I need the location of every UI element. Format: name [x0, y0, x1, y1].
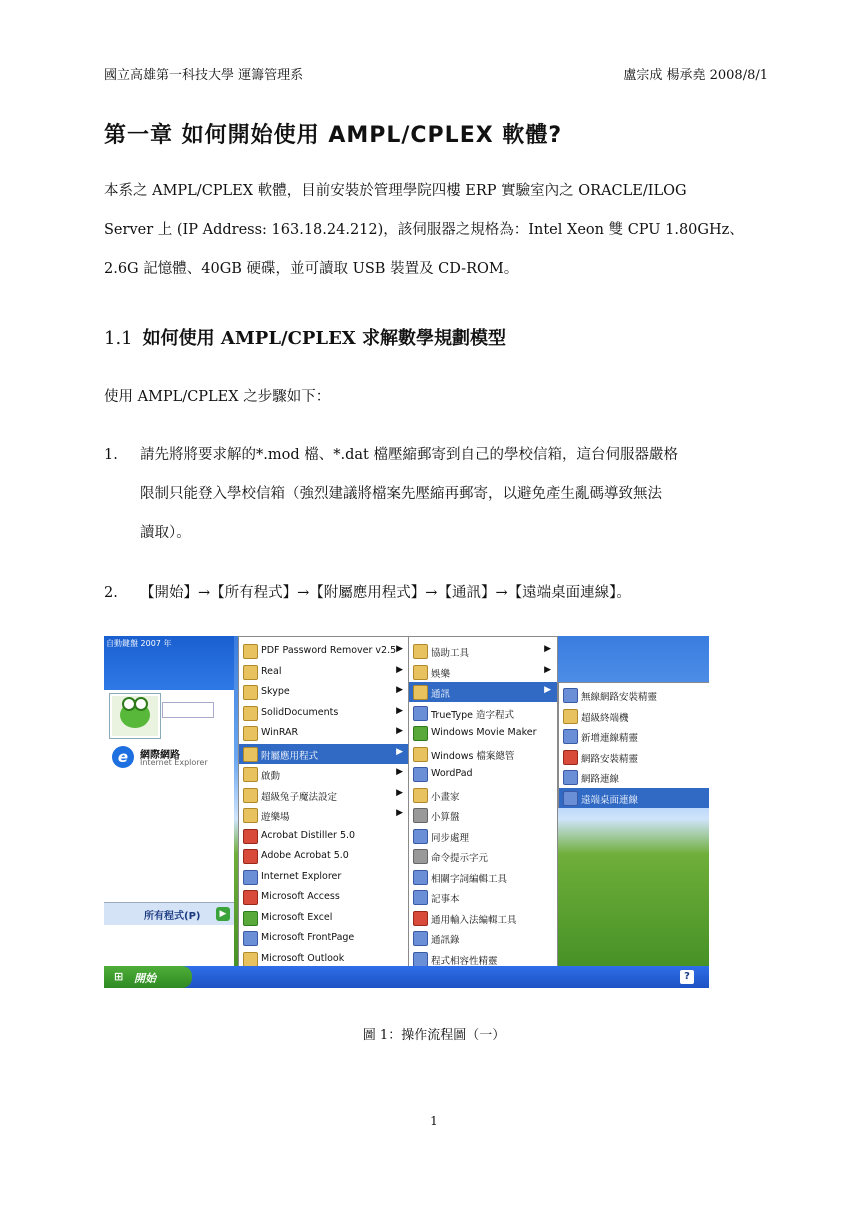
submenu-arrow-icon: ▶ [544, 644, 551, 654]
folder-icon [243, 767, 258, 782]
menu-item-label: 遠端桌面連線 [581, 794, 639, 806]
menu-item[interactable] [409, 846, 557, 866]
menu-item[interactable] [239, 826, 409, 846]
step-2 [104, 574, 768, 613]
menu-item[interactable] [409, 908, 557, 928]
step-line: 限制只能登入學校信箱（強烈建議將檔案先壓縮再郵寄，以避免產生亂碼導致無法 [140, 486, 662, 502]
submenu-arrow-icon: ▶ [396, 644, 403, 654]
folder-icon [243, 952, 258, 967]
menu-item[interactable] [239, 723, 409, 743]
menu-item-label: 新增連線精靈 [581, 733, 639, 744]
menu-item-label: 娛樂 [431, 668, 451, 680]
menu-item-label: WinRAR [261, 727, 299, 738]
step-line: 請先將將要求解的*.mod 檔、*.dat 檔壓縮郵寄到自己的學校信箱，這台伺服器嚴格 [140, 447, 678, 463]
folder-icon [243, 726, 258, 741]
menu-item-label: PDF Password Remover v2.5 [261, 645, 397, 656]
menu-item[interactable] [239, 703, 409, 723]
folder-icon [243, 644, 258, 659]
step-line: 【開始】→【所有程式】→【附屬應用程式】→【通訊】→【遠端桌面連線】。 [140, 585, 631, 601]
submenu-arrow-icon: ▶ [396, 787, 403, 798]
folder-icon [243, 665, 258, 680]
submenu-arrow-icon: ▶ [396, 808, 403, 818]
menu-item-label: 啟動 [261, 771, 281, 782]
menu-item[interactable] [409, 785, 557, 805]
pinned-internet-explorer[interactable] [112, 744, 230, 772]
menu-item[interactable] [409, 641, 557, 661]
menu-item[interactable] [239, 908, 409, 928]
internet-explorer-icon: e [112, 746, 134, 768]
frog-icon [120, 702, 150, 728]
folder-icon [243, 808, 258, 823]
figure-caption: 圖 1：操作流程圖（一） [362, 1028, 506, 1043]
menu-item[interactable] [239, 928, 409, 948]
menu-item-label: 無線網路安裝精靈 [581, 692, 658, 703]
menu-item-label: 遊樂場 [261, 812, 290, 823]
folder-icon [243, 747, 258, 762]
menu-item-label: 同步處理 [431, 832, 470, 844]
accessories-menu [408, 636, 558, 988]
step-line: 讀取）。 [140, 525, 191, 541]
folder-icon [413, 685, 428, 700]
menu-item-label: 通訊錄 [431, 935, 460, 946]
submenu-arrow-icon: ▶ [396, 664, 403, 675]
menu-item-label: TrueType 造字程式 [431, 709, 515, 721]
start-panel [104, 636, 234, 988]
page-number: 1 [430, 1114, 438, 1128]
folder-icon [413, 788, 428, 803]
menu-item[interactable] [239, 805, 409, 825]
menu-item[interactable] [409, 826, 557, 846]
menu-item[interactable] [559, 747, 709, 767]
intro-line: 2.6G 記憶體、40GB 硬碟，並可讀取 USB 裝置及 CD-ROM。 [104, 261, 519, 277]
section-number: 1.1 [104, 328, 133, 349]
program-icon [413, 829, 428, 844]
help-icon[interactable]: ? [680, 970, 694, 984]
menu-item[interactable] [239, 662, 409, 682]
program-icon [413, 931, 428, 946]
menu-item[interactable] [409, 682, 557, 702]
submenu-arrow-icon: ▶ [396, 746, 403, 757]
menu-item[interactable] [409, 723, 557, 743]
menu-item-label: Windows Movie Maker [431, 727, 537, 738]
program-icon [413, 706, 428, 721]
step-1 [104, 436, 768, 553]
menu-item[interactable] [239, 846, 409, 866]
menu-item[interactable] [559, 767, 709, 787]
menu-item[interactable] [239, 785, 409, 805]
menu-item[interactable] [559, 726, 709, 746]
menu-item-label: Windows 檔案總管 [431, 750, 515, 762]
menu-item-label: 程式相容性精靈 [431, 955, 498, 967]
avatar[interactable] [110, 694, 160, 738]
menu-item-label: 小畫家 [431, 791, 460, 803]
ie-title: 網際網路 [140, 750, 180, 761]
program-icon [413, 952, 428, 967]
folder-icon [243, 706, 258, 721]
menu-item-label: Internet Explorer [261, 870, 342, 882]
menu-item-label: Microsoft Outlook [261, 952, 345, 964]
taskbar [104, 966, 709, 988]
menu-item-label: 協助工具 [431, 648, 470, 659]
start-menu-screenshot [104, 636, 709, 988]
program-icon [243, 911, 258, 926]
folder-icon [413, 665, 428, 680]
menu-item-label: Microsoft Access [261, 891, 340, 902]
menu-item-label: WordPad [431, 768, 473, 779]
folder-icon [413, 747, 428, 762]
program-icon [413, 767, 428, 782]
menu-item-label: Skype [261, 686, 290, 697]
program-icon [243, 890, 258, 905]
header-left: 國立高雄第一科技大學 運籌管理系 [104, 68, 304, 83]
menu-item-label: 通用輸入法編輯工具 [431, 914, 517, 926]
menu-item-label: SolidDocuments [261, 706, 339, 718]
steps-intro: 使用 AMPL/CPLEX 之步驟如下： [104, 389, 331, 405]
menu-item[interactable] [559, 685, 709, 705]
submenu-arrow-icon: ▶ [544, 664, 551, 675]
menu-item[interactable] [239, 887, 409, 907]
menu-item[interactable] [559, 788, 709, 808]
arrow-right-icon: ▶ [216, 907, 230, 921]
program-icon [243, 849, 258, 864]
program-icon [563, 729, 578, 744]
menu-item-label: Acrobat Distiller 5.0 [261, 829, 356, 841]
submenu-arrow-icon: ▶ [396, 726, 403, 736]
menu-item-label: 超級終端機 [581, 712, 629, 724]
menu-item[interactable] [239, 682, 409, 702]
menu-item[interactable] [239, 744, 409, 764]
program-icon [243, 829, 258, 844]
section-heading [104, 324, 506, 350]
submenu-arrow-icon: ▶ [396, 767, 403, 777]
folder-icon [413, 644, 428, 659]
submenu-arrow-icon: ▶ [544, 685, 551, 695]
start-label: 開始 [134, 972, 156, 985]
program-icon [413, 890, 428, 905]
menu-item[interactable] [239, 641, 409, 661]
menu-item[interactable] [409, 764, 557, 784]
menu-item[interactable] [239, 764, 409, 784]
menu-item[interactable] [239, 867, 409, 887]
program-icon [563, 688, 578, 703]
folder-icon [243, 685, 258, 700]
user-name-box [162, 702, 214, 718]
intro-line: 本系之 AMPL/CPLEX 軟體，目前安裝於管理學院四樓 ERP 實驗室內之 ORACLE/ILOG [104, 183, 687, 199]
menu-item-label: 小算盤 [431, 812, 460, 823]
menu-item[interactable] [409, 703, 557, 723]
section-title: 如何使用 AMPL/CPLEX 求解數學規劃模型 [142, 328, 507, 349]
menu-item-label: 超級兔子魔法設定 [261, 791, 338, 803]
step-number: 1. [104, 447, 118, 463]
program-icon [563, 770, 578, 785]
program-icon [413, 726, 428, 741]
intro-paragraph [104, 172, 768, 289]
menu-item[interactable] [559, 706, 709, 726]
menu-item-label: Microsoft FrontPage [261, 932, 355, 943]
menu-item[interactable] [409, 928, 557, 948]
menu-item[interactable] [409, 867, 557, 887]
ie-subtitle: Internet Explorer [140, 758, 208, 767]
program-icon [243, 931, 258, 946]
menu-item[interactable] [409, 744, 557, 764]
folder-icon [243, 788, 258, 803]
menu-item[interactable] [409, 662, 557, 682]
menu-item-label: Real [261, 665, 282, 677]
folder-icon [563, 709, 578, 724]
menu-item-label: 記事本 [431, 894, 460, 905]
submenu-arrow-icon: ▶ [396, 705, 403, 716]
all-programs-button[interactable] [104, 902, 234, 925]
menu-item-label: Adobe Acrobat 5.0 [261, 850, 349, 861]
menu-item[interactable] [409, 805, 557, 825]
chapter-title: 第一章 如何開始使用 AMPL/CPLEX 軟體? [104, 123, 563, 148]
windows-logo-icon: ⊞ [114, 970, 124, 983]
program-icon [413, 808, 428, 823]
menu-item-label: Microsoft Excel [261, 911, 333, 923]
menu-item-label: 相關字詞編輯工具 [431, 873, 508, 885]
top-text: 自動鍵盤 2007 年 [106, 639, 172, 648]
intro-line: Server 上 (IP Address: 163.18.24.212)，該伺服器之規格為：Intel Xeon 雙 CPU 1.80GHz、 [104, 222, 744, 238]
program-icon [563, 750, 578, 765]
menu-item-label: 通訊 [431, 689, 451, 700]
menu-item-label: 網路安裝精靈 [581, 753, 639, 765]
menu-item-label: 網路連線 [581, 774, 620, 785]
all-programs-label: 所有程式(P) [144, 911, 201, 922]
program-icon [563, 791, 578, 806]
menu-item-label: 附屬應用程式 [261, 750, 319, 762]
program-icon [413, 849, 428, 864]
header-right: 盧宗成 楊承堯 2008/8/1 [623, 68, 768, 83]
menu-item-label: 命令提示字元 [431, 853, 489, 864]
menu-item[interactable] [409, 887, 557, 907]
start-panel-header [104, 636, 234, 690]
program-icon [243, 870, 258, 885]
step-number: 2. [104, 585, 118, 601]
program-icon [413, 911, 428, 926]
communications-menu [558, 682, 709, 808]
program-icon [413, 870, 428, 885]
start-button[interactable] [104, 966, 192, 988]
programs-menu [238, 636, 410, 988]
submenu-arrow-icon: ▶ [396, 685, 403, 695]
